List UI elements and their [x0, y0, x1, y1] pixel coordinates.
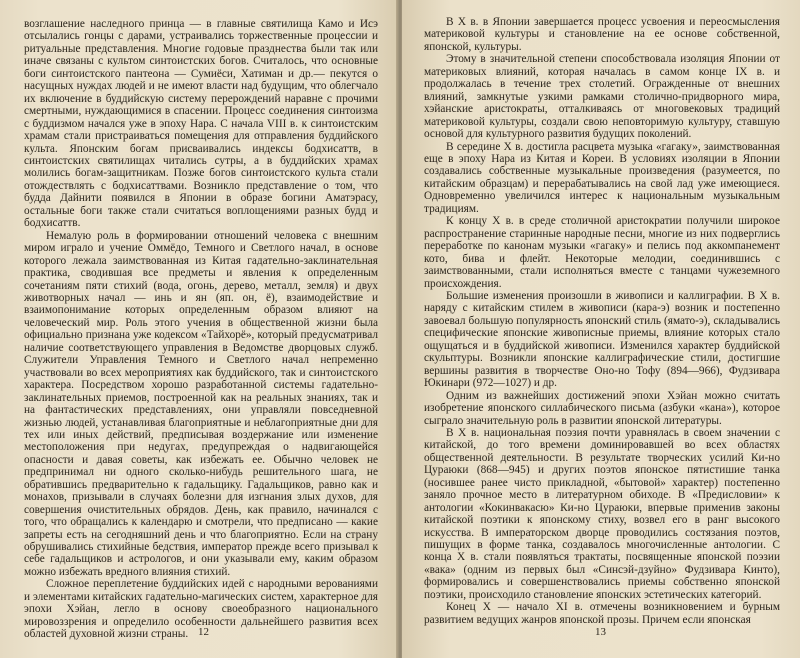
paragraph: Одним из важнейших достижений эпохи Хэйан можно считать изобретение японского силлабического письма (азбуки «кана»), которое сыграло значительную роль в развитии японской литературы. — [424, 389, 780, 427]
paragraph: В X в. в Японии завершается процесс усвоения и переосмысления материковой культуры и становление на ее основе собственной, японской, культуры. — [424, 16, 780, 53]
right-page — [402, 0, 800, 658]
left-page — [0, 0, 398, 658]
paragraph: В середине X в. достигла расцвета музыка «гагаку», заимствованная еще в эпоху Нара из Китая и Кореи. В условиях изоляции в Японии создавались собственные музыкальные произведения (разумеется, по китайским образцам) и перерабатывались на свой лад уже имеющиеся. Одновременно увеличился интерес к национальным музыкальным традициям. — [424, 140, 780, 215]
paragraph: Конец X — начало XI в. отмечены возникновением и бурным развитием ведущих жанров японской прозы. Причем если японская — [424, 601, 780, 626]
page-number: 13 — [595, 626, 606, 638]
paragraph: К концу X в. в среде столичной аристократии получили широкое распространение старинные народные песни, многие из них подверглись переработке по канонам музыки «гагаку» и пелись под аккомпанемент кото, бива и флейт. Некоторые мелодии, соединившись с заимствованными, стали исполняться вместе с танцами чужеземного происхождения. — [424, 215, 780, 290]
paragraph: Большие изменения произошли в живописи и каллиграфии. В X в. наряду с китайским стилем в живописи (кара-э) возник и постепенно завоевал большую популярность японский стиль (ямато-э), складывались специфические японские живописные приемы, влияние которых стало ощущаться и в буддийской живописи. Изменился характер буддийской скульптуры. Возникли японские каллиграфические стили, достигшие вершины развития в творчестве Оно-но Тофу (894—966), Фудзивара Юкинари (972—1027) и др. — [424, 289, 780, 390]
paragraph: Немалую роль в формировании отношений человека с внешним миром играло и учение Оммёдо, Темного и Светлого начал, в основе которого лежала заимствованная из Китая гадательно-заклинательная практика, сводившая все предметы и явления к определенным сочетаниям пяти стихий (вода, огонь, дерево, металл, земля) и двух животворных начал — инь и ян (яп. он, ё), взаимодействие и взаимопонимание которых определенным образом влияют на человеческий мир. Роль этого учения в общественной жизни была официально признана уже кодексом «Тайхорё», который предусматривал наличие соответствующего управления в Ведомстве дворцовых служб. Служители Управления Темного и Светлого начал непременно участвовали во всех мероприятиях как буддийского, так и синтоистского характера. Посредством хорошо разработанной системы гадательно-заклинательных приемов, построенной как на реальных знаниях, так и на фантастических представлениях, они управляли повседневной жизнью людей, устанавливая благоприятные и неблагоприятные дни для тех или иных действий, предписывая воздержание или изменение местоположения при недугах, предупреждая о надвигающейся опасности и давая советы, как избежать ее. Обычно человек не предпринимал ни одного сколько-нибудь решительного шага, не обратившись предварительно к гадальщику. Гадальщиков, равно как и монахов, призывали в случаях болезни для изгнания злых духов, для совершения очистительных обрядов. День, как правило, начинался с того, что обращались к календарю и смотрели, что предписано — какие запреты есть на сегодняшний день и что благоприятно. Если на страну обрушивались стихийные бедствия, император прежде всего призывал к себе гадальщиков и астрологов, и они указывали ему, каким образом можно избежать вредного влияния стихий. — [24, 229, 378, 578]
paragraph: возглашение наследного принца — в главные святилища Камо и Исэ отсылались гонцы с дарами, устраивались торжественные процессии и ритуальные представления. Многие годовые празднества были так или иначе связаны с культом синтоистских богов. Считалось, что основные боги синтоистского пантеона — Сумиёси, Хатиман и др.— пекутся о насущных нуждах людей и не имеют власти над будущим, что облегчало их включение в буддийскую систему перерождений наравне с прочими смертными, нуждающимися в спасении. Процесс соединения синтоизма с буддизмом начался уже в эпоху Нара. С начала VIII в. к синтоистским храмам стали пристраиваться помещения для отправления буддийского культа. Японским богам присваивались индексы бодхисаттв, в синтоистских святилищах читались сутры, а в буддийских храмах молились богам-защитникам. Позже богов синтоистского культа стали отождествлять с бодхисаттвами. Возникло представление о том, что будда Дайнити появился в Японии в образе богини Аматэрасу, остальные боги также стали считаться воплощениями разных будд и бодхисаттв. — [24, 18, 378, 230]
paragraph: Сложное переплетение буддийских идей с народными верованиями и элементами китайских гадательно-магических систем, характерное для эпохи Хэйан, легло в основу своеобразного национального мировоззрения и определило особенности дальнейшего развития всех областей духовной жизни страны. — [24, 578, 378, 641]
page-number: 12 — [198, 626, 209, 638]
paragraph: В X в. национальная поэзия почти уравнялась в своем значении с китайской, до того времени доминировавшей во всех областях общественной деятельности. В результате творческих усилий Ки-но Цураюки (868—945) и других поэтов японское пятистишие танка (носившее ранее чисто прикладной, «бытовой» характер) постепенно заняло прочное место в литературном обиходе. В «Предисловии» к антологии «Кокинвакасю» Ки-но Цураюки, впервые применив законы китайской поэтики к японскому стиху, возвел его в ранг высокого искусства. В императорском дворце проводились состязания поэтов, пишущих в форме танка, создавалось многочисленные антологии. С конца X в. стали появляться трактаты, посвященные японской поэзии «вака» (одним из первых был «Синсэй-дзуйно» Фудзивара Кинто), формировались и совершенствовались приемы собственно японской поэтики, происходило становление японских эстетических категорий. — [424, 426, 780, 601]
paragraph: Этому в значительной степени способствовала изоляция Японии от материковых влияний, которая началась в самом конце IX в. и продолжалась в течение трех столетий. Огражденные от внешних влияний, замкнутые узкими рамками столично-придворного мира, хэйанские аристократы, отталкиваясь от многовековых традиций материковой культуры, создали свою неповторимую культуру, ставшую основой для культурного развития будущих поколений. — [424, 53, 780, 141]
